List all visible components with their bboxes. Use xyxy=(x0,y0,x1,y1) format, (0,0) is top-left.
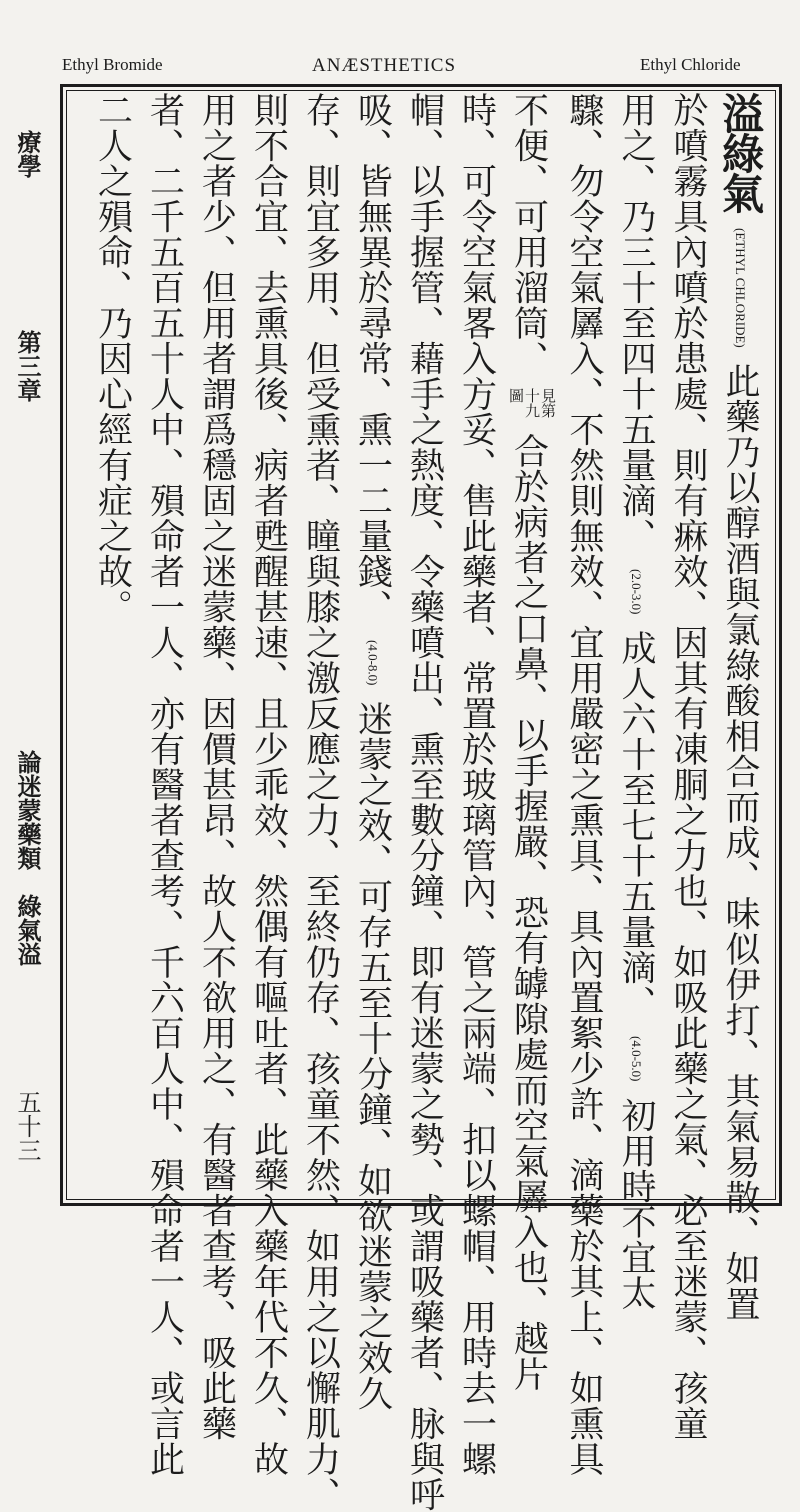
margin-subject: 溢 xyxy=(13,942,42,966)
running-head-left: Ethyl Bromide xyxy=(62,55,163,74)
text-column-8 xyxy=(347,92,399,1412)
text-column-9: 存、則宜多用、但受熏者、瞳與膝之激反應之力、至終仍存、孩童不然、如用之以懈肌力、 xyxy=(300,92,341,1512)
column-8-part-a: 吸、皆無異於尋常、熏一二量錢、 xyxy=(352,92,393,625)
dose-note-1: (2.0-3.0) xyxy=(629,569,644,615)
text-column-7: 帽、以手握管、藉手之熱度、令藥噴出、熏至數分鐘、即有迷蒙之勢、或謂吸藥者、脉與呼 xyxy=(404,92,445,1512)
text-column-11: 用之者少、但用者謂爲穩固之迷蒙藥、因價甚昂、故人不欲用之、有醫者查考、吸此藥 xyxy=(196,92,237,1441)
margin-section xyxy=(12,750,42,966)
text-column-5 xyxy=(503,92,559,1392)
text-column-13: 二人之殞命、乃因心經有症之故。 xyxy=(92,92,133,625)
figure-reference: 見第十九圖 xyxy=(507,387,557,418)
column-8-part-b: 迷蒙之效、可存五至十分鐘、如欲迷蒙之效久 xyxy=(352,701,393,1412)
text-column-12: 者、二千五百五十人中、殞命者一人、亦有醫者查考、千六百人中、殞命者一人、或言此 xyxy=(144,92,185,1477)
page-number: 五十三 xyxy=(13,1090,41,1162)
column-5-part-b: 合於病者之口鼻、以手握嚴、恐有罅隙處而空氣羼入也、越片 xyxy=(508,433,549,1392)
side-margin xyxy=(12,120,42,1200)
column-3-part-a: 用之、乃三十至四十五量滴、 xyxy=(616,92,656,554)
margin-book-title: 療學 xyxy=(13,130,42,178)
column-5-part-a: 不便、可用溜筒、 xyxy=(508,92,549,376)
text-column-6: 時、可令空氣畧入方妥、售此藥者、常置於玻璃管內、管之兩端、扣以螺帽、用時去一螺 xyxy=(456,92,497,1477)
dose-note-3: (4.0-8.0) xyxy=(365,640,381,686)
column-3-part-c: 初用時不宜太 xyxy=(616,1097,656,1311)
text-column-10: 則不合宜、去熏具後、病者甦醒甚速、且少乖效、然偶有嘔吐者、此藥入藥年代不久、故 xyxy=(248,92,289,1477)
column-1-text: 此藥乃以醇酒與氯綠酸相合而成、味似伊打、其氣易散、如置 xyxy=(720,363,760,1322)
column-3-part-b: 成人六十至七十五量滴、 xyxy=(616,630,656,1021)
margin-section-text: 論迷蒙藥類 綠氣 xyxy=(13,750,42,942)
running-head-title: ANÆSTHETICS xyxy=(312,55,457,76)
article-heading: 溢綠氣 xyxy=(716,92,765,212)
text-column-3 xyxy=(610,92,662,1311)
running-head-right: Ethyl Chloride xyxy=(640,55,741,74)
text-column-1 xyxy=(714,92,766,1322)
heading-english: (ETHYL CHLORIDE) xyxy=(733,227,748,348)
article-body xyxy=(87,92,767,1512)
margin-chapter: 第三章 xyxy=(13,330,42,402)
text-column-4: 驟、勿令空氣羼入、不然則無效、宜用嚴密之熏具、具內置絮少許、滴藥於其上、如熏具 xyxy=(564,92,604,1477)
dose-note-2: (4.0-5.0) xyxy=(629,1036,644,1082)
text-column-2: 於噴霧具內噴於患處、則有痳效、因其有凍胴之力也、如吸此藥之氣、必至迷蒙、孩童 xyxy=(668,92,708,1441)
